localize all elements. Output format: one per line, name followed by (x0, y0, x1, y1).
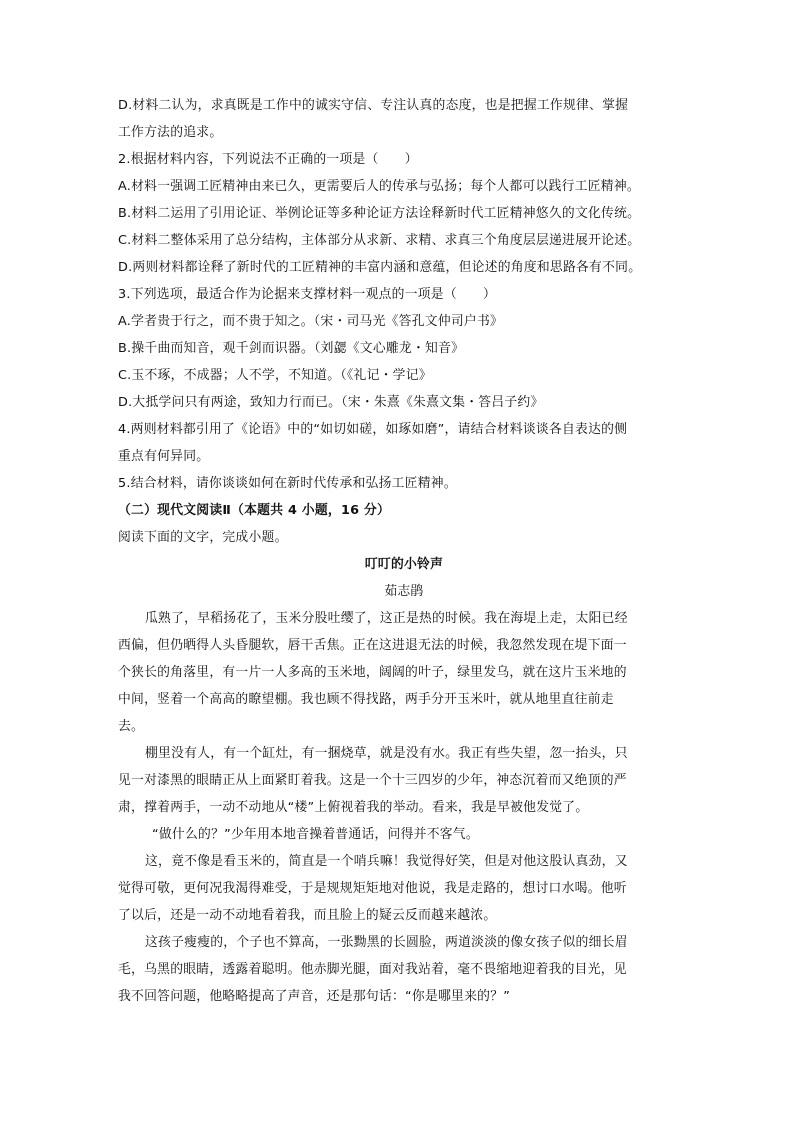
story-paragraph (118, 848, 690, 929)
q1-option-d-line-2: 工作方法的追求。 (118, 125, 223, 140)
q2-option-d: D.两则材料都诠释了新时代的工匠精神的丰富内涵和意蕴，但论述的角度和思路各有不同。 (118, 260, 642, 275)
q2-stem: 2.根据材料内容，下列说法不正确的一项是（ ） (118, 152, 418, 167)
paragraph-line: 西偏，但仍晒得人头昏腿软，唇干舌焦。正在这进退无法的时候，我忽然发现在堤下面一 (118, 638, 627, 653)
q2-option-b: B.材料二运用了引用论证、举例论证等多种论证方法诠释新时代工匠精神悠久的文化传统。 (118, 206, 641, 221)
paragraph-line: 见一对漆黑的眼睛正从上面紧盯着我。这是一个十三四岁的少年，神态沉着而又绝顶的严 (118, 773, 627, 788)
paragraph-line: 这孩子瘦瘦的，个子也不算高，一张黝黑的长圆脸，两道淡淡的像女孩子似的细长眉 (145, 935, 628, 950)
section-heading: （二）现代文阅读Ⅱ（本题共 4 小题，16 分） (118, 503, 391, 518)
story-paragraph (118, 821, 690, 848)
q5-text: 5.结合材料，请你谈谈如何在新时代传承和弘扬工匠精神。 (118, 476, 457, 491)
paragraph-line: 毛，乌黑的眼睛，透露着聪明。他赤脚光腿，面对我站着，毫不畏缩地迎着我的目光，见 (118, 962, 627, 977)
story-title: 叮叮的小铃声 (364, 557, 444, 572)
paragraph-line: 去。 (118, 719, 145, 734)
paragraph-line: 我不回答问题，他略略提高了声音，还是那句话：“你是哪里来的？” (118, 989, 511, 1004)
paragraph-line: 棚里没有人，有一个缸灶，有一捆烧草，就是没有水。我正有些失望，忽一抬头，只 (145, 746, 628, 761)
q3-option-b: B.操千曲而知音，观千剑而识器。（刘勰《文心雕龙・知音》 (118, 341, 465, 356)
q3-stem: 3.下列选项，最适合作为论据来支撑材料一观点的一项是（ ） (118, 287, 497, 302)
paragraph-line: 这，竟不像是看玉米的，简直是一个哨兵嘛！我觉得好笑，但是对他这股认真劲，又 (145, 854, 628, 869)
story-paragraph (118, 605, 690, 740)
q2-option-c: C.材料二整体采用了总分结构，主体部分从求新、求精、求真三个角度层层递进展开论述。 (118, 233, 641, 248)
q1-option-d-line-1: D.材料二认为，求真既是工作中的诚实守信、专注认真的态度，也是把握工作规律、掌握 (118, 98, 629, 113)
q3-option-d: D.大抵学问只有两途，致知力行而已。（宋・朱熹《朱熹文集・答吕子约》 (118, 395, 544, 410)
exam-page (118, 92, 690, 1010)
q3-option-c: C.玉不琢，不成器；人不学，不知道。（《礼记・学记》 (118, 368, 432, 383)
story-paragraph (118, 929, 690, 1010)
paragraph-line: “做什么的？”少年用本地音操着普通话，问得并不客气。 (152, 827, 479, 842)
paragraph-line: 瓜熟了，早稻扬花了，玉米分股吐缨了，这正是热的时候。我在海堤上走，太阳已经 (145, 611, 628, 626)
q2-option-a: A.材料一强调工匠精神由来已久，更需要后人的传承与弘扬；每个人都可以践行工匠精神。 (118, 179, 640, 194)
q4-line-2: 重点有何异同。 (118, 449, 210, 464)
paragraph-line: 了以后，还是一动不动地看着我，而且脸上的疑云反而越来越浓。 (118, 908, 497, 923)
story-paragraph (118, 740, 690, 821)
paragraph-line: 觉得可敬，更何况我渴得难受，于是规规矩矩地对他说，我是走路的，想讨口水喝。他听 (118, 881, 627, 896)
story-author: 茹志鹃 (384, 584, 424, 599)
q3-option-a: A.学者贵于行之，而不贵于知之。（宋・司马光《答孔文仲司户书》 (118, 314, 504, 329)
paragraph-line: 中间，竖着一个高高的瞭望棚。我也顾不得找路，两手分开玉米叶，就从地里直往前走 (118, 692, 614, 707)
section-instruction: 阅读下面的文字，完成小题。 (118, 530, 288, 545)
q4-line-1: 4.两则材料都引用了《论语》中的“如切如磋，如琢如磨”，请结合材料谈谈各自表达的侧 (118, 422, 628, 437)
paragraph-line: 肃，撑着两手，一动不动地从“楼”上俯视着我的举动。看来，我是早被他发觉了。 (118, 800, 589, 815)
paragraph-line: 个狭长的角落里，有一片一人多高的玉米地，阔阔的叶子，绿里发乌，就在这片玉米地的 (118, 665, 627, 680)
